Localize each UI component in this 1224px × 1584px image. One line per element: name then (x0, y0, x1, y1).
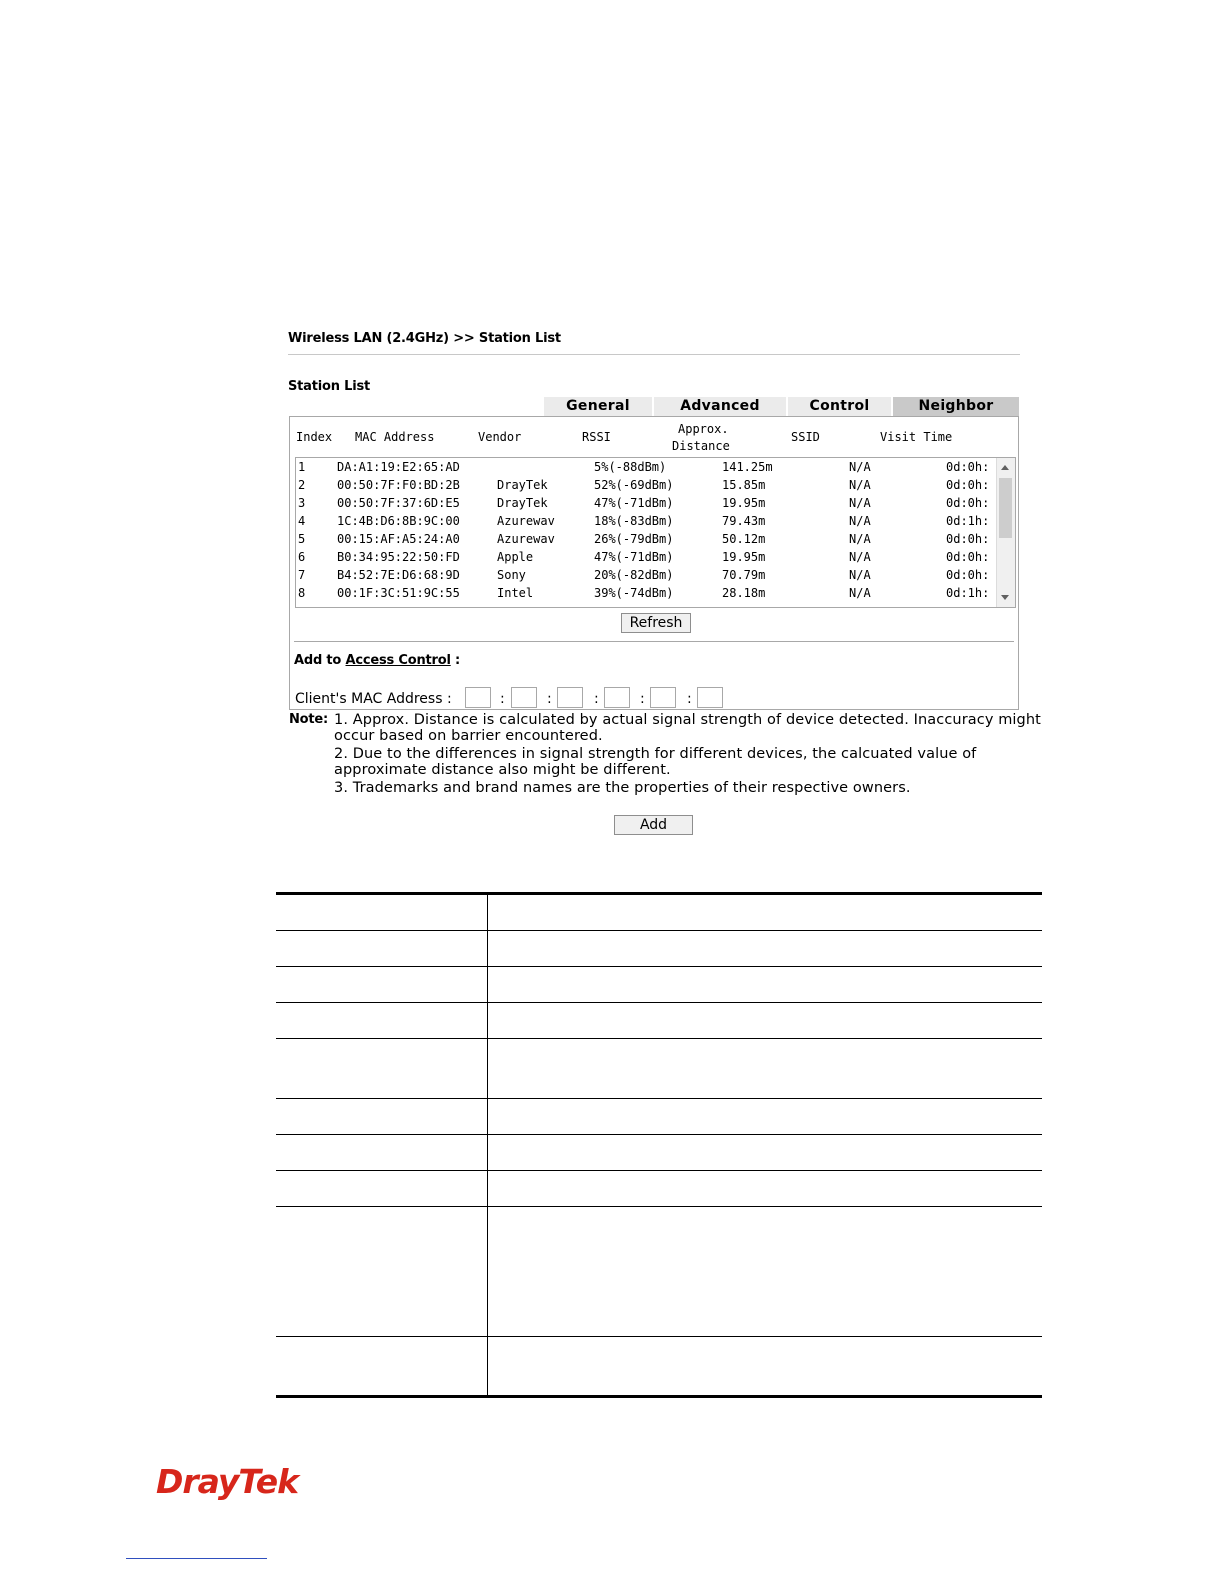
station-mac: 00:15:AF:A5:24:A0 (337, 532, 460, 546)
station-ssid: N/A (849, 568, 871, 582)
station-ssid: N/A (849, 460, 871, 474)
mac-separator: : (687, 691, 692, 707)
table-rule (276, 1098, 1042, 1099)
description-table (276, 892, 1042, 1398)
table-row[interactable] (296, 566, 996, 584)
note-line-5: 3. Trademarks and brand names are the properties of their respective owners. (334, 780, 911, 796)
mac-octet-4-input[interactable] (604, 687, 630, 708)
station-distance: 28.18m (722, 586, 766, 600)
station-rssi: 20%(-82dBm) (594, 568, 674, 582)
mac-separator: : (640, 691, 645, 707)
breadcrumb: Wireless LAN (2.4GHz) >> Station List (288, 331, 561, 346)
station-index: 1 (298, 460, 306, 474)
scroll-up-icon[interactable] (1001, 465, 1009, 470)
station-visit: 0d:0h: (946, 532, 990, 546)
station-index: 5 (298, 532, 306, 546)
station-index: 2 (298, 478, 306, 492)
mac-separator: : (594, 691, 599, 707)
station-list-scrollbar[interactable] (996, 458, 1015, 607)
station-ssid: N/A (849, 496, 871, 510)
table-column-divider (487, 892, 488, 1398)
station-distance: 50.12m (722, 532, 766, 546)
table-rule (276, 1336, 1042, 1337)
station-distance: 19.95m (722, 550, 766, 564)
panel-divider (294, 641, 1014, 642)
station-distance: 70.79m (722, 568, 766, 582)
section-title: Station List (288, 379, 371, 394)
table-rule (276, 1206, 1042, 1207)
footer-line (126, 1558, 267, 1559)
col-distance-header-line1: Approx. (678, 422, 729, 436)
table-rule (276, 1002, 1042, 1003)
add-to-label: Add to (294, 653, 342, 668)
note-label: Note: (289, 712, 329, 727)
mac-separator: : (547, 691, 552, 707)
table-row[interactable] (296, 530, 996, 548)
station-vendor: Apple (497, 550, 534, 564)
station-mac: B4:52:7E:D6:68:9D (337, 568, 460, 582)
station-list[interactable] (295, 457, 1016, 608)
station-vendor: Sony (497, 568, 526, 582)
station-rssi: 52%(-69dBm) (594, 478, 674, 492)
station-ssid: N/A (849, 586, 871, 600)
station-index: 3 (298, 496, 306, 510)
col-rssi-header: RSSI (582, 430, 611, 444)
station-rssi: 18%(-83dBm) (594, 514, 674, 528)
col-distance-header-line2: Distance (672, 439, 730, 453)
add-to-colon: : (455, 653, 461, 668)
add-to-access-control (294, 653, 460, 668)
station-vendor: DrayTek (497, 496, 548, 510)
col-index-header: Index (296, 430, 333, 444)
tab-neighbor[interactable]: Neighbor (893, 397, 1019, 416)
station-vendor: Azurewav (497, 532, 555, 546)
table-row[interactable] (296, 584, 996, 602)
station-list-panel (289, 416, 1019, 710)
table-rule (276, 1134, 1042, 1135)
station-visit: 0d:1h: (946, 514, 990, 528)
table-row[interactable] (296, 458, 996, 476)
table-row[interactable] (296, 476, 996, 494)
station-index: 8 (298, 586, 306, 600)
note-line-3: 2. Due to the differences in signal strength for different devices, the calcuated value of (334, 746, 977, 762)
mac-octet-1-input[interactable] (465, 687, 491, 708)
station-mac: DA:A1:19:E2:65:AD (337, 460, 460, 474)
mac-octet-6-input[interactable] (697, 687, 723, 708)
tab-bar (544, 397, 1019, 416)
station-mac: 1C:4B:D6:8B:9C:00 (337, 514, 460, 528)
mac-octet-2-input[interactable] (511, 687, 537, 708)
station-vendor: Azurewav (497, 514, 555, 528)
station-visit: 0d:0h: (946, 478, 990, 492)
draytek-logo: DrayTek (156, 1462, 299, 1501)
mac-separator: : (500, 691, 505, 707)
station-visit: 0d:0h: (946, 550, 990, 564)
station-visit: 0d:0h: (946, 496, 990, 510)
table-row[interactable] (296, 548, 996, 566)
station-distance: 19.95m (722, 496, 766, 510)
scroll-down-icon[interactable] (1001, 595, 1009, 600)
station-rssi: 5%(-88dBm) (594, 460, 667, 474)
station-vendor: DrayTek (497, 478, 548, 492)
col-vendor-header: Vendor (478, 430, 522, 444)
mac-octet-5-input[interactable] (650, 687, 676, 708)
col-mac-header: MAC Address (355, 430, 435, 444)
tab-advanced[interactable]: Advanced (654, 397, 788, 416)
table-rule (276, 1038, 1042, 1039)
col-ssid-header: SSID (791, 430, 820, 444)
table-rule (276, 966, 1042, 967)
station-ssid: N/A (849, 514, 871, 528)
station-rssi: 39%(-74dBm) (594, 586, 674, 600)
station-mac: 00:1F:3C:51:9C:55 (337, 586, 460, 600)
table-rule (276, 930, 1042, 931)
station-mac: 00:50:7F:37:6D:E5 (337, 496, 460, 510)
access-control-link[interactable]: Access Control (345, 653, 451, 668)
table-rule (276, 1170, 1042, 1171)
station-visit: 0d:1h: (946, 586, 990, 600)
station-distance: 79.43m (722, 514, 766, 528)
note-line-1: 1. Approx. Distance is calculated by actual signal strength of device detected. Inaccuracy might (334, 712, 1041, 728)
breadcrumb-divider (288, 354, 1020, 355)
station-index: 4 (298, 514, 306, 528)
station-distance: 15.85m (722, 478, 766, 492)
tab-general[interactable]: General (544, 397, 654, 416)
station-mac: B0:34:95:22:50:FD (337, 550, 460, 564)
station-rssi: 47%(-71dBm) (594, 496, 674, 510)
station-ssid: N/A (849, 550, 871, 564)
table-rule (276, 892, 1042, 895)
station-rssi: 47%(-71dBm) (594, 550, 674, 564)
station-mac: 00:50:7F:F0:BD:2B (337, 478, 460, 492)
station-index: 7 (298, 568, 306, 582)
note-line-4: approximate distance also might be different. (334, 762, 671, 778)
scroll-thumb[interactable] (999, 478, 1012, 538)
station-ssid: N/A (849, 532, 871, 546)
station-distance: 141.25m (722, 460, 773, 474)
station-visit: 0d:0h: (946, 568, 990, 582)
mac-octet-3-input[interactable] (557, 687, 583, 708)
station-ssid: N/A (849, 478, 871, 492)
note-line-2: occur based on barrier encountered. (334, 728, 603, 744)
station-visit: 0d:0h: (946, 460, 990, 474)
table-rule (276, 1395, 1042, 1398)
table-row[interactable] (296, 512, 996, 530)
station-index: 6 (298, 550, 306, 564)
station-rssi: 26%(-79dBm) (594, 532, 674, 546)
client-mac-label: Client's MAC Address : (295, 691, 452, 707)
refresh-button[interactable]: Refresh (621, 613, 691, 633)
col-visit-time-header: Visit Time (880, 430, 953, 444)
tab-control[interactable]: Control (788, 397, 893, 416)
station-vendor: Intel (497, 586, 534, 600)
add-button[interactable]: Add (614, 815, 693, 835)
table-row[interactable] (296, 494, 996, 512)
